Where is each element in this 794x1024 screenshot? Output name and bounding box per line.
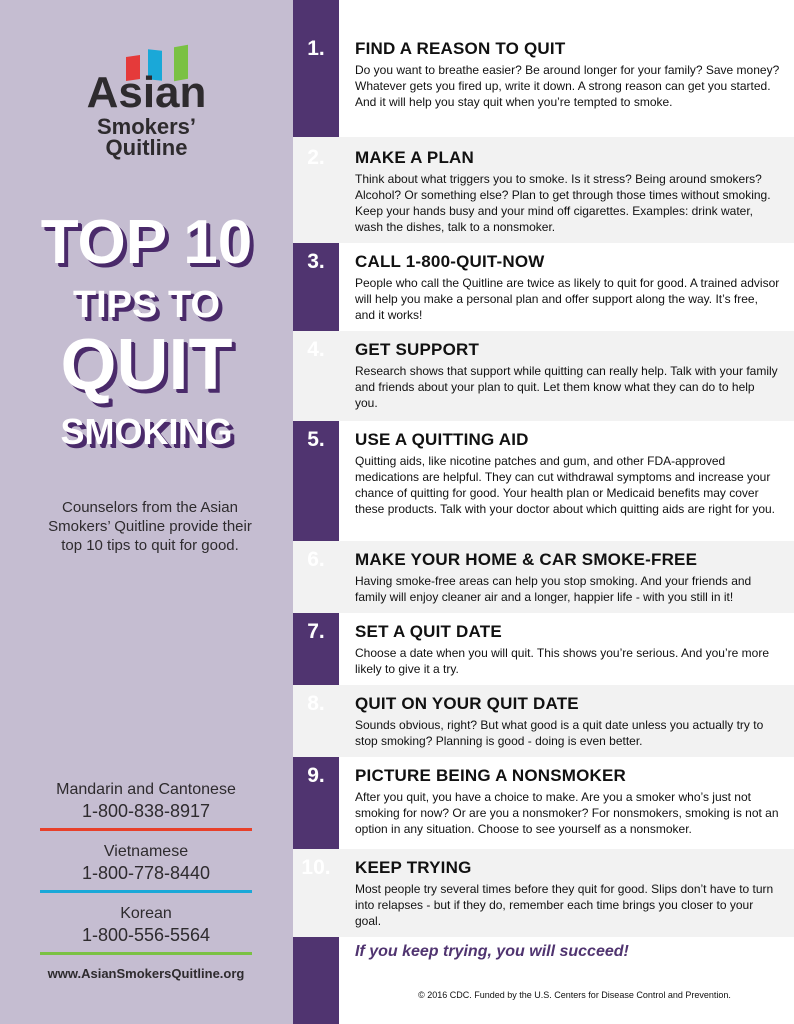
title-quit: QUIT xyxy=(60,325,233,405)
tip-heading: SET A QUIT DATE xyxy=(355,622,502,641)
contact-language: Vietnamese xyxy=(103,843,189,860)
tip-8 xyxy=(293,685,794,757)
contact-language: Korean xyxy=(120,905,172,922)
tip-4 xyxy=(293,331,794,421)
website-link[interactable]: www.AsianSmokersQuitline.org xyxy=(47,966,245,981)
tip-6 xyxy=(293,541,794,613)
title-smoking: SMOKING xyxy=(60,411,233,452)
left-panel xyxy=(0,0,293,1024)
tip-heading: MAKE A PLAN xyxy=(355,148,474,167)
tip-number: 4. xyxy=(307,338,325,361)
contact-divider xyxy=(40,828,252,831)
contact-divider xyxy=(40,890,252,893)
tip-heading: QUIT ON YOUR QUIT DATE xyxy=(355,694,579,713)
tip-heading: USE A QUITTING AID xyxy=(355,430,529,449)
tip-body: After you quit, you have a choice to make. Are you a smoker who’s just not smoking for now? Or are you a nonsmoker? For nonsmokers, smoking is not an option in any situation. Choose to see yourself as a nonsmoker. xyxy=(355,790,779,836)
tip-number: 10. xyxy=(301,856,331,879)
tip-heading: GET SUPPORT xyxy=(355,340,480,359)
tip-body: Sounds obvious, right? But what good is a quit date unless you actually try to stop smoking? Planning is good - doing is even better. xyxy=(355,718,764,748)
tip-heading: CALL 1-800-QUIT-NOW xyxy=(355,252,545,271)
title-tips-to: TIPS TO xyxy=(72,284,221,326)
logo-text-smokers: Smokers’ xyxy=(96,114,197,139)
tip-2 xyxy=(293,137,794,243)
intro-text: Counselors from the Asian Smokers’ Quitline provide their top 10 tips to quit for good. xyxy=(48,499,252,554)
tip-number: 9. xyxy=(307,764,325,787)
tip-1 xyxy=(293,38,794,138)
contact-mandarin xyxy=(40,780,252,831)
closing-message: If you keep trying, you will succeed! xyxy=(355,943,629,960)
contact-divider xyxy=(40,952,252,955)
tip-number: 8. xyxy=(307,692,325,715)
contact-language: Mandarin and Cantonese xyxy=(56,781,236,798)
contact-korean xyxy=(40,904,252,955)
tip-heading: KEEP TRYING xyxy=(355,858,472,877)
tip-body: Do you want to breathe easier? Be around longer for your family? Save money? Whatever gets you fired up, write it down. A strong reason can get you started. And it will help you stay quit when you’re tempted to smoke. xyxy=(355,63,780,109)
tip-body: Think about what triggers you to smoke. Is it stress? Being around smokers? Alcohol? Or something else? Plan to get through those times without smoking. Keep your hands busy and your mind off cigarettes. Examples: drink water, wash the dishes, talk to a nonsmoker. xyxy=(355,172,771,234)
contact-phone-link[interactable]: 1-800-556-5564 xyxy=(81,925,211,945)
contact-vietnamese xyxy=(40,842,252,893)
tip-number: 2. xyxy=(307,146,325,169)
tip-number: 5. xyxy=(307,428,325,451)
tip-body: People who call the Quitline are twice as likely to quit for good. A trained advisor will help you make a personal plan and offer support along the way. It’s free, and it works! xyxy=(355,276,780,322)
contact-phone-link[interactable]: 1-800-838-8917 xyxy=(81,801,211,821)
tip-body: Research shows that support while quitting can really help. Talk with your family and friends about your plan to quit. Let them know what they can do to help you. xyxy=(355,364,778,410)
tip-number: 6. xyxy=(307,548,325,571)
tip-3 xyxy=(293,243,794,331)
tip-heading: PICTURE BEING A NONSMOKER xyxy=(355,766,627,785)
tip-7 xyxy=(293,613,794,685)
tip-10 xyxy=(293,849,794,937)
tip-heading: FIND A REASON TO QUIT xyxy=(355,39,566,58)
title-top-10: TOP 10 xyxy=(40,208,253,277)
tip-5 xyxy=(293,421,794,541)
tip-body: Most people try several times before they quit for good. Slips don’t have to turn into relapses - but if they do, remember each time brings you closer to your goal. xyxy=(355,882,774,928)
tip-9 xyxy=(293,757,794,849)
tip-heading: MAKE YOUR HOME & CAR SMOKE-FREE xyxy=(355,550,698,569)
tip-body: Quitting aids, like nicotine patches and gum, and other FDA-approved medications are helpful. They can cut withdrawal symptoms and increase your chance of quitting for good. Your health plan or Medicaid benefits may cover these products. Talk with your doctor about which quitting aids are right for you. xyxy=(355,454,776,516)
tip-number: 1. xyxy=(307,37,325,60)
contact-phone-link[interactable]: 1-800-778-8440 xyxy=(81,863,211,883)
tip-body: Having smoke-free areas can help you stop smoking. And your friends and family will enjoy cleaner air and a longer, happier life - with you still in it! xyxy=(355,574,752,604)
tip-number: 3. xyxy=(307,250,325,273)
tip-body: Choose a date when you will quit. This shows you’re serious. And you’re more likely to give it a try. xyxy=(355,646,769,676)
logo-text-asian: Asian xyxy=(86,68,207,117)
logo-text-quitline: Quitline xyxy=(105,135,188,160)
tip-number: 7. xyxy=(307,620,325,643)
copyright: © 2016 CDC. Funded by the U.S. Centers for Disease Control and Prevention. xyxy=(418,990,731,1000)
